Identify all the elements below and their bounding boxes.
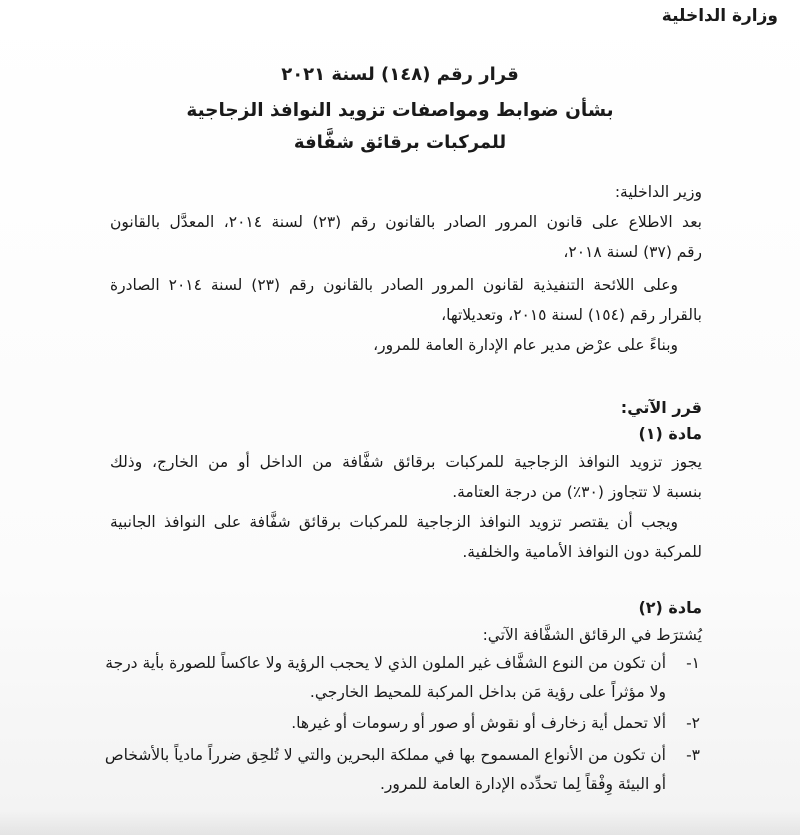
article-2-item-2-line-1: ألا تحمل أية زخارف أو نقوش أو صور أو رسومات أو غيرها. xyxy=(291,714,666,732)
article-1-para-2-line-2: للمركبة دون النوافذ الأمامية والخلفية. xyxy=(462,543,702,561)
ministry-header: وزارة الداخلية xyxy=(661,6,778,26)
preamble-para-1-line-1: بعد الاطلاع على قانون المرور الصادر بالقانون رقم (٢٣) لسنة ٢٠١٤، المعدَّل بالقانون xyxy=(110,213,702,231)
article-2-item-3-line-1: أن تكون من الأنواع المسموح بها في مملكة البحرين والتي لا تُلحِق ضرراً مادياً بالأشخاص xyxy=(104,746,666,764)
preamble-para-3: وبناءً على عرْض مدير عام الإدارة العامة للمرور، xyxy=(373,336,678,354)
minister-label: وزير الداخلية: xyxy=(614,183,702,201)
preamble-para-2-line-2: بالقرار رقم (١٥٤) لسنة ٢٠١٥، وتعديلاتها، xyxy=(441,306,702,324)
decision-subject-line-1: بشأن ضوابط ومواصفات تزويد النوافذ الزجاجية xyxy=(186,100,614,121)
decision-subject-line-2: للمركبات برقائق شفَّافة xyxy=(293,132,507,153)
article-1-para-1-line-1: يجوز تزويد النوافذ الزجاجية للمركبات برقائق شفَّافة من الداخل أو من الخارج، وذلك xyxy=(110,453,702,471)
article-2-item-3-number: ٣- xyxy=(686,746,700,764)
article-2-item-3-line-2: أو البيئة وِفْقاً لِما تحدِّده الإدارة العامة للمرور. xyxy=(379,775,666,793)
article-1-para-1-line-2: بنسبة لا تتجاوز (٣٠٪) من درجة العتامة. xyxy=(452,483,702,501)
article-2-item-1-line-1: أن تكون من النوع الشفَّاف غير الملون الذي لا يحجب الرؤية ولا عاكساً للصورة بأية درجة xyxy=(105,654,666,672)
decision-title: قرار رقم (١٤٨) لسنة ٢٠٢١ xyxy=(281,64,519,85)
article-1-para-2-line-1: ويجب أن يقتصر تزويد النوافذ الزجاجية للمركبات برقائق شفَّافة على النوافذ الجانبية xyxy=(110,513,678,531)
decision-heading: قرر الآتي: xyxy=(620,398,702,417)
preamble-para-2-line-1: وعلى اللائحة التنفيذية لقانون المرور الصادر بالقانون رقم (٢٣) لسنة ٢٠١٤ الصادرة xyxy=(110,276,678,294)
article-2-item-1-number: ١- xyxy=(686,654,700,672)
page-bottom-shadow xyxy=(0,811,800,835)
preamble-para-1-line-2: رقم (٣٧) لسنة ٢٠١٨، xyxy=(563,243,702,261)
article-2-item-1-line-2: ولا مؤثراً على رؤية مَن بداخل المركبة للمحيط الخارجي. xyxy=(309,683,666,701)
article-1-heading: مادة (١) xyxy=(638,424,702,443)
article-2-item-2-number: ٢- xyxy=(686,714,700,732)
article-2-heading: مادة (٢) xyxy=(638,598,702,617)
article-2-intro: يُشترَط في الرقائق الشفَّافة الآتي: xyxy=(482,626,702,644)
